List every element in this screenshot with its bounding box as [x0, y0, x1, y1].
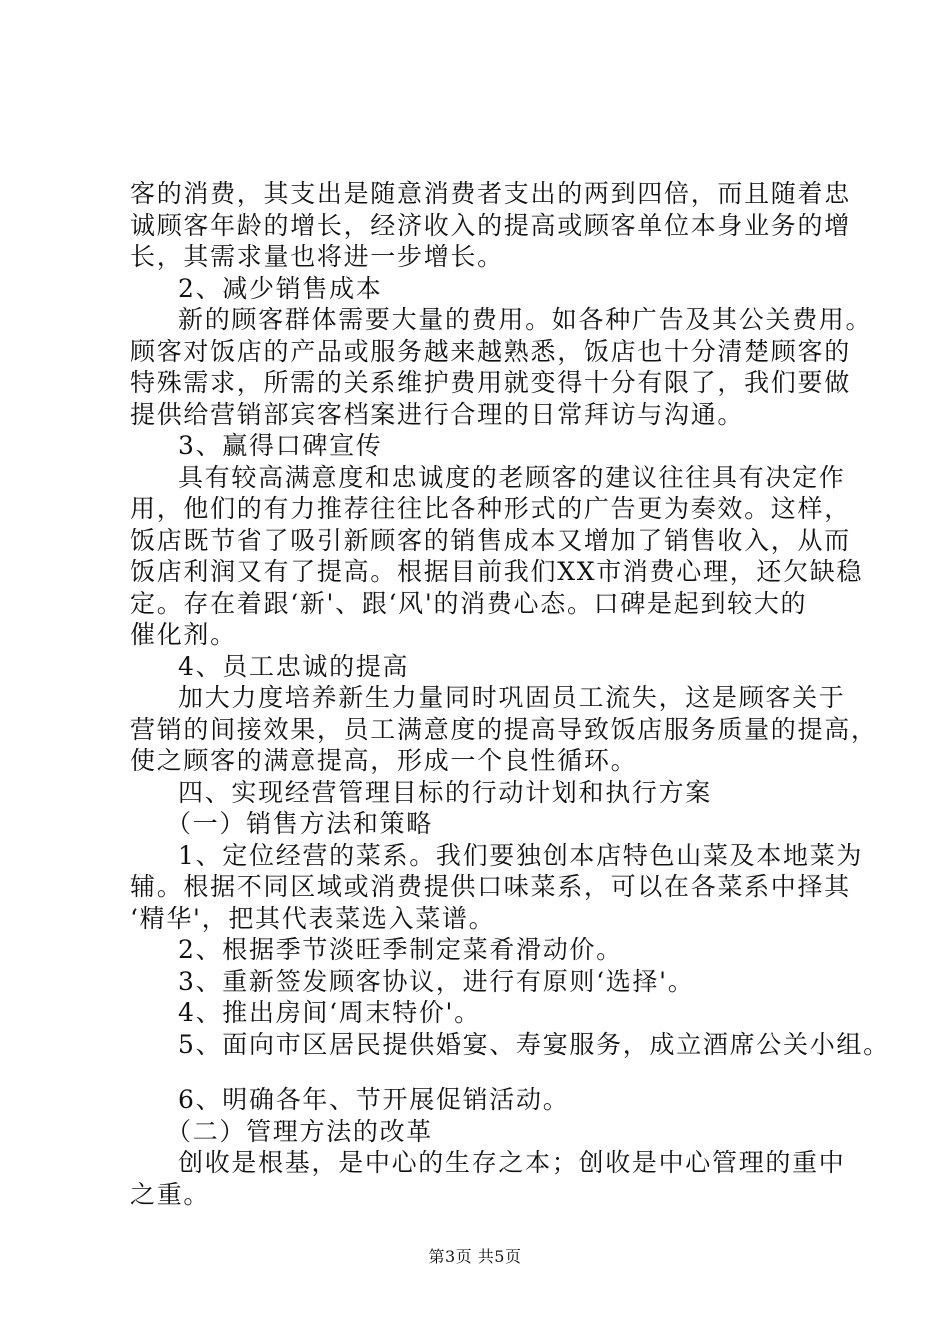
paragraph-line: 特殊需求，所需的关系维护费用就变得十分有限了，我们要做 — [130, 368, 851, 397]
paragraph-line: 营销的间接效果，员工满意度的提高导致饭店服务质量的提高， — [130, 714, 878, 744]
paragraph-line: 新的顾客群体需要大量的费用。如各种广告及其公关费用。 — [178, 305, 873, 334]
paragraph-line: 加大力度培养新生力量同时巩固员工流失，这是顾客关于 — [178, 683, 846, 712]
paragraph-line: 具有较高满意度和忠诚度的老顾客的建议往往具有决定作 — [178, 462, 846, 492]
paragraph-line: 提供给营销部宾客档案进行合理的日常拜访与沟通。 — [130, 399, 745, 429]
paragraph-line: 创收是根基，是中心的生存之本；创收是中心管理的重中 — [178, 1148, 846, 1177]
section-heading: 4、员工忠诚的提高 — [178, 651, 410, 681]
body-text — [130, 178, 890, 1210]
section-heading: 3、赢得口碑宣传 — [178, 431, 383, 460]
paragraph-line: 之重。 — [130, 1179, 211, 1209]
paragraph-line: 客的消费，其支出是随意消费者支出的两到四倍，而且随着忠 — [130, 179, 851, 208]
list-item: 3、重新签发顾客协议，进行有原则‘选择'。 — [178, 966, 695, 996]
paragraph-line: 用，他们的有力推荐往往比各种形式的广告更为奏效。这样， — [130, 494, 851, 523]
subsection-heading: （二）管理方法的改革 — [166, 1116, 434, 1146]
list-item: 2、根据季节淡旺季制定菜肴滑动价。 — [178, 935, 623, 964]
paragraph-line: 诚顾客年龄的增长，经济收入的提高或顾客单位本身业务的增 — [130, 210, 851, 240]
paragraph-line: 饭店既节省了吸引新顾客的销售成本又增加了销售收入，从而 — [130, 525, 851, 555]
paragraph-line: 顾客对饭店的产品或服务越来越熟悉，饭店也十分清楚顾客的 — [130, 336, 851, 366]
list-item: 5、面向市区居民提供婚宴、寿宴服务，成立酒席公关小组。 — [178, 1029, 890, 1059]
paragraph-line: 长，其需求量也将进一步增长。 — [130, 242, 504, 271]
list-item: 6、明确各年、节开展促销活动。 — [178, 1085, 570, 1114]
paragraph-line: 催化剂。 — [130, 620, 237, 649]
page-number-footer: 第3页 共5页 — [428, 1247, 522, 1266]
list-item: 4、推出房间‘周末特价'。 — [178, 998, 481, 1027]
section-heading: 2、减少销售成本 — [178, 273, 383, 303]
paragraph-line: 饭店利润又有了提高。根据目前我们XX市消费心理，还欠缺稳 — [130, 557, 864, 586]
paragraph-line: 使之顾客的满意提高，形成一个良性循环。 — [130, 746, 638, 775]
paragraph-line: 辅。根据不同区域或消费提供口味菜系，可以在各菜系中择其 — [130, 872, 851, 901]
section-heading: 四、实现经营管理目标的行动计划和执行方案 — [178, 777, 713, 807]
paragraph-line: ‘精华'，把其代表菜选入菜谱。 — [130, 903, 496, 933]
subsection-heading: （一）销售方法和策略 — [166, 809, 434, 838]
paragraph-line: 定。存在着跟‘新'、跟‘风'的消费心态。口碑是起到较大的 — [130, 588, 808, 618]
paragraph-gap — [130, 1060, 850, 1084]
paragraph-line: 1、定位经营的菜系。我们要独创本店特色山菜及本地菜为 — [178, 840, 864, 870]
